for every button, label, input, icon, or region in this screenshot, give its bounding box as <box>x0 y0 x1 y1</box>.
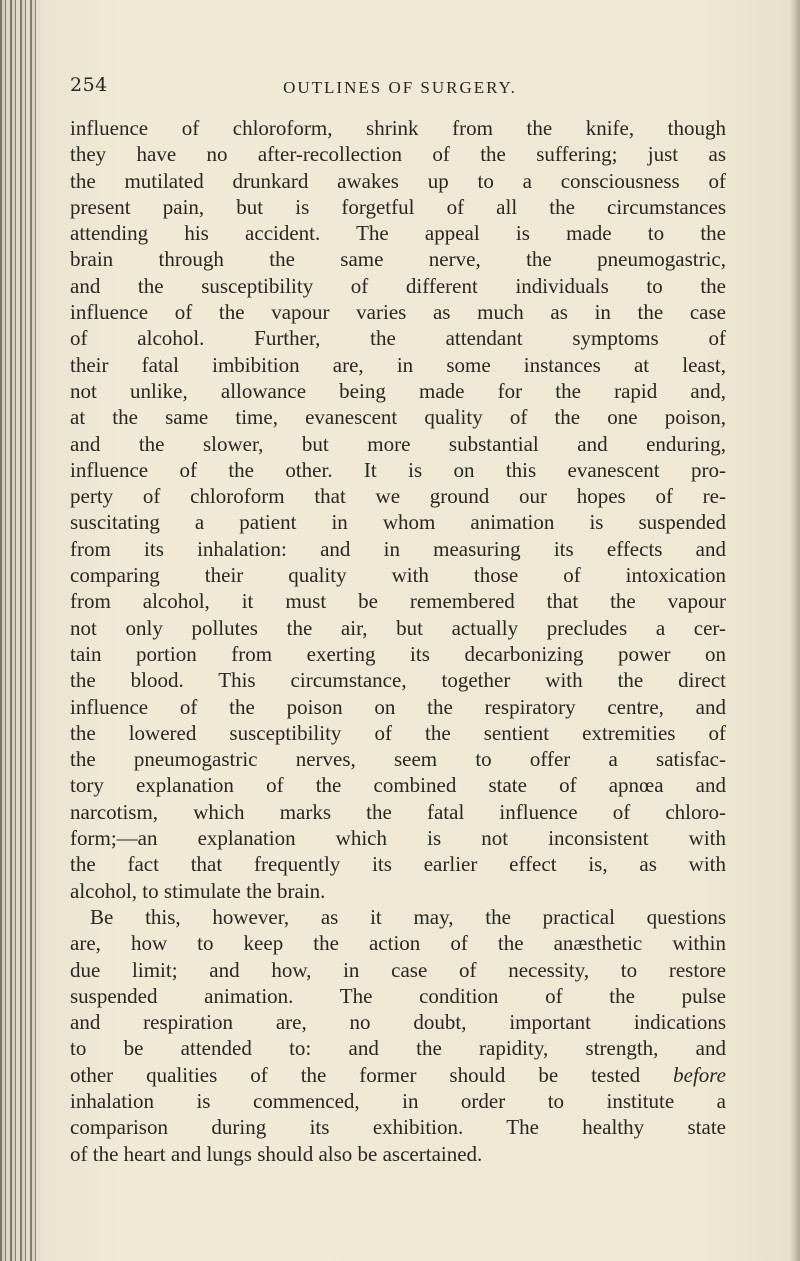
page-number: 254 <box>70 74 108 96</box>
text-segment: other qualities of the former should be tested <box>70 1062 674 1087</box>
page-header <box>70 74 730 102</box>
text-line: suspended animation. The condition of the pulse <box>70 983 726 1008</box>
text-line: tain portion from exerting its decarbonizing power on <box>70 641 726 666</box>
text-line: at the same time, evanescent quality of the one poison, <box>70 405 726 430</box>
text-line: influence of the vapour varies as much as in the case <box>70 300 726 325</box>
text-line: the lowered susceptibility of the sentient extremities of <box>70 720 726 745</box>
text-line: narcotism, which marks the fatal influence of chloro- <box>70 799 726 824</box>
text-line: attending his accident. The appeal is made to the <box>70 221 726 246</box>
text-line-with-italic <box>70 1062 726 1088</box>
text-line: comparing their quality with those of intoxication <box>70 563 726 588</box>
paragraph-2 <box>70 904 726 1167</box>
text-line: suscitating a patient in whom animation is suspended <box>70 510 726 535</box>
text-line: brain through the same nerve, the pneumogastric, <box>70 247 726 272</box>
text-line: their fatal imbibition are, in some instances at least, <box>70 352 726 377</box>
text-line: present pain, but is forgetful of all the circumstances <box>70 194 726 219</box>
text-line: inhalation is commenced, in order to institute a <box>70 1088 726 1113</box>
text-line: comparison during its exhibition. The healthy state <box>70 1115 726 1140</box>
text-line: alcohol, to stimulate the brain. <box>70 878 326 903</box>
text-line: the fact that frequently its earlier effect is, as with <box>70 852 726 877</box>
text-line: are, how to keep the action of the anæsthetic within <box>70 931 726 956</box>
text-line: they have no after-recollection of the suffering; just as <box>70 142 726 167</box>
text-line: Be this, however, as it may, the practical questions <box>90 904 726 929</box>
text-line: due limit; and how, in case of necessity, to restore <box>70 957 726 982</box>
text-line: the mutilated drunkard awakes up to a consciousness of <box>70 168 726 193</box>
text-line: from alcohol, it must be remembered that the vapour <box>70 589 726 614</box>
body-text <box>70 115 726 1167</box>
italic-word: before <box>673 1062 726 1087</box>
text-line: the pneumogastric nerves, seem to offer a satisfac- <box>70 747 726 772</box>
text-line: influence of the other. It is on this evanescent pro- <box>70 457 726 482</box>
text-line: the blood. This circumstance, together with the direct <box>70 668 726 693</box>
text-line: not unlike, allowance being made for the rapid and, <box>70 378 726 403</box>
text-line: and the slower, but more substantial and enduring, <box>70 431 726 456</box>
text-line: perty of chloroform that we ground our hopes of re- <box>70 484 726 509</box>
text-line: and the susceptibility of different individuals to the <box>70 273 726 298</box>
text-line: influence of the poison on the respiratory centre, and <box>70 694 726 719</box>
text-line: not only pollutes the air, but actually precludes a cer- <box>70 615 726 640</box>
text-line: to be attended to: and the rapidity, strength, and <box>70 1036 726 1061</box>
text-line: of alcohol. Further, the attendant symptoms of <box>70 326 726 351</box>
running-title: OUTLINES OF SURGERY. <box>283 78 517 97</box>
page-binding-edge <box>0 0 40 1261</box>
text-line: tory explanation of the combined state of apnœa and <box>70 773 726 798</box>
text-line: form;—an explanation which is not inconsistent with <box>70 826 726 851</box>
paragraph-1 <box>70 115 726 904</box>
text-line: influence of chloroform, shrink from the knife, though <box>70 116 726 140</box>
text-line: and respiration are, no doubt, important indications <box>70 1010 726 1035</box>
text-line: of the heart and lungs should also be ascertained. <box>70 1141 483 1166</box>
text-line: from its inhalation: and in measuring its effects and <box>70 536 726 561</box>
page-right-edge-shadow <box>790 0 800 1261</box>
